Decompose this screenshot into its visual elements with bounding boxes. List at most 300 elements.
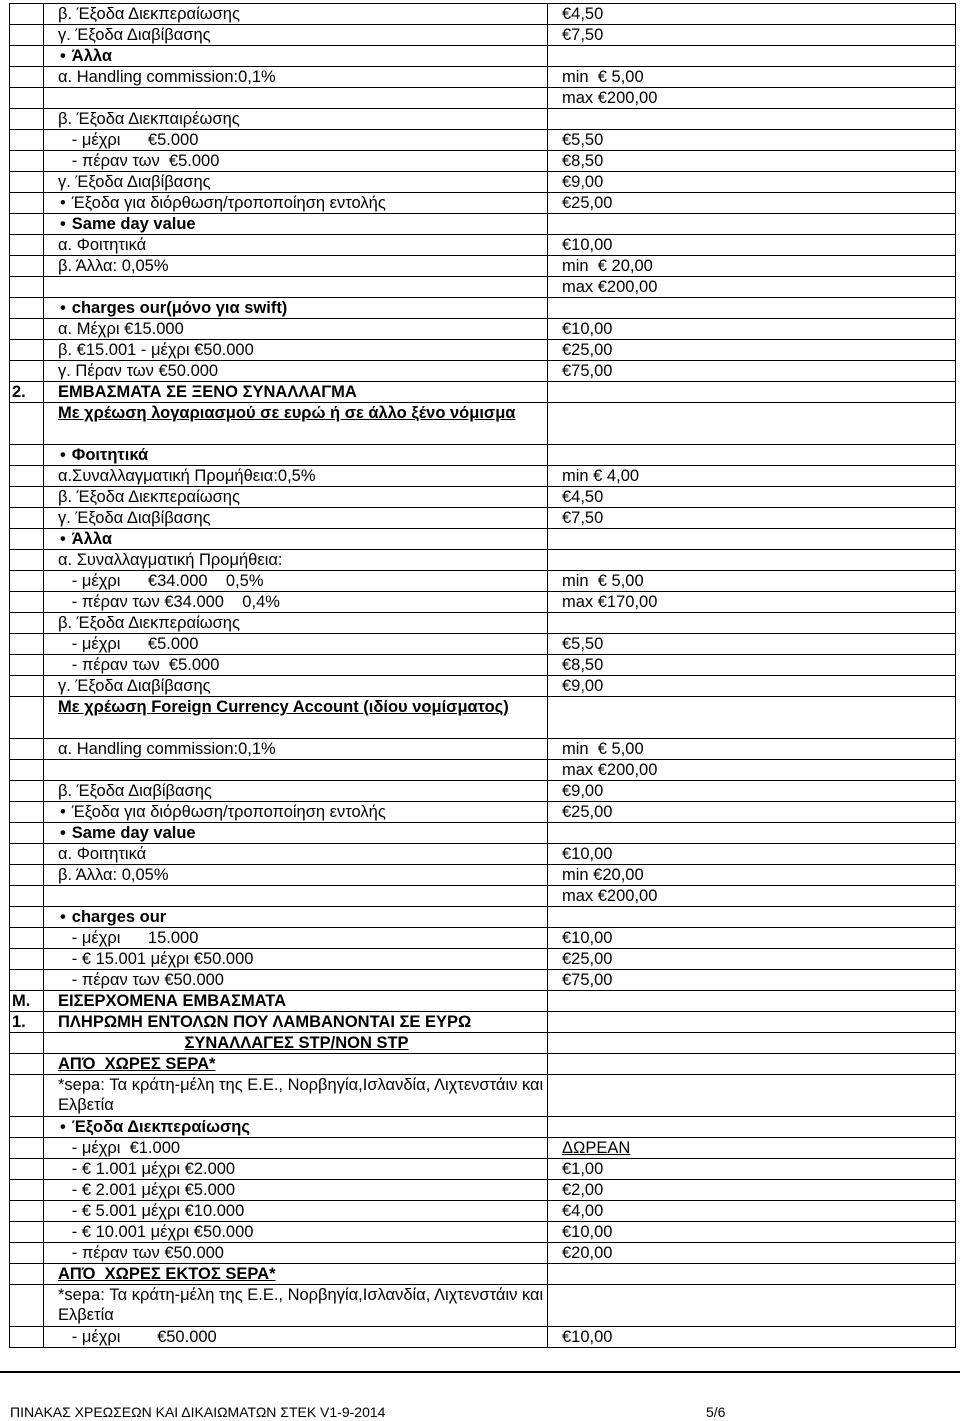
row-number [10, 1033, 44, 1054]
row-description [44, 886, 548, 907]
row-number [10, 487, 44, 508]
row-amount [548, 298, 956, 319]
row-description [44, 130, 548, 151]
description-text: β. Έξοδα Διαβίβασης [58, 782, 212, 800]
row-description [44, 361, 548, 382]
row-description [44, 760, 548, 781]
table-row [10, 1327, 956, 1348]
table-row [10, 109, 956, 130]
row-description [44, 1285, 548, 1327]
row-description [44, 802, 548, 823]
row-number [10, 298, 44, 319]
row-description [44, 1054, 548, 1075]
row-description [44, 1222, 548, 1243]
row-number [10, 655, 44, 676]
row-number [10, 886, 44, 907]
row-description [44, 256, 548, 277]
row-amount [548, 1117, 956, 1138]
table-row [10, 928, 956, 949]
row-description [44, 1243, 548, 1264]
description-text: ΕΙΣΕΡΧΟΜΕΝΑ ΕΜΒΑΣΜΑΤΑ [58, 992, 287, 1010]
description-text: - μέχρι 15.000 [58, 929, 199, 947]
row-description [44, 655, 548, 676]
row-number [10, 907, 44, 928]
page-number: 5/6 [706, 1404, 726, 1420]
description-text: γ. Πέραν των €50.000 [58, 362, 219, 380]
row-amount: €75,00 [548, 970, 956, 991]
table-row [10, 739, 956, 760]
row-number [10, 277, 44, 298]
table-row [10, 613, 956, 634]
row-amount: max €200,00 [548, 277, 956, 298]
row-amount: €10,00 [548, 235, 956, 256]
table-row [10, 760, 956, 781]
row-amount: max €200,00 [548, 760, 956, 781]
table-row [10, 571, 956, 592]
row-amount [548, 445, 956, 466]
table-row [10, 550, 956, 571]
footer-title: ΠΙΝΑΚΑΣ ΧΡΕΩΣΕΩΝ ΚΑΙ ΔΙΚΑΙΩΜΑΤΩΝ ΣΤΕΚ V1-9-2014 [10, 1404, 386, 1420]
row-amount [548, 1033, 956, 1054]
table-row [10, 1180, 956, 1201]
description-text: - μέχρι €50.000 [58, 1328, 217, 1346]
table-row [10, 697, 956, 739]
description-text: ΠΛΗΡΩΜΗ ΕΝΤΟΛΩΝ ΠΟΥ ΛΑΜΒΑΝΟΝΤΑΙ ΣΕ ΕΥΡΩ [58, 1013, 472, 1031]
row-description [44, 172, 548, 193]
table-row [10, 865, 956, 886]
row-amount: €5,50 [548, 130, 956, 151]
table-row [10, 1117, 956, 1138]
row-number [10, 67, 44, 88]
row-description [44, 844, 548, 865]
row-number [10, 1159, 44, 1180]
description-text: • Φοιτητικά [60, 446, 148, 464]
description-text: α. Συναλλαγματική Προμήθεια: [58, 551, 283, 569]
description-text: β. Άλλα: 0,05% [58, 866, 169, 884]
row-amount: €4,50 [548, 4, 956, 25]
row-number [10, 844, 44, 865]
row-amount: min € 20,00 [548, 256, 956, 277]
row-description [44, 1138, 548, 1159]
row-description [44, 823, 548, 844]
row-number [10, 214, 44, 235]
description-text: • Same day value [60, 215, 196, 233]
row-number [10, 949, 44, 970]
row-description [44, 214, 548, 235]
description-text: - πέραν των €5.000 [58, 152, 220, 170]
row-number [10, 235, 44, 256]
row-amount: max €200,00 [548, 886, 956, 907]
row-amount [548, 382, 956, 403]
row-amount [548, 403, 956, 445]
row-description [44, 1033, 548, 1054]
row-number [10, 1138, 44, 1159]
row-number [10, 529, 44, 550]
row-description [44, 151, 548, 172]
table-row [10, 235, 956, 256]
description-text: • charges our [60, 908, 166, 926]
row-description [44, 277, 548, 298]
row-description [44, 529, 548, 550]
description-text: - πέραν των €34.000 0,4% [58, 593, 280, 611]
table-row [10, 298, 956, 319]
row-amount [548, 991, 956, 1012]
row-description [44, 865, 548, 886]
row-number [10, 697, 44, 739]
footer-divider [0, 1371, 960, 1373]
row-description [44, 1327, 548, 1348]
description-text: • Έξοδα Διεκπεραίωσης [60, 1118, 250, 1136]
row-number [10, 340, 44, 361]
row-number [10, 130, 44, 151]
row-amount: €9,00 [548, 781, 956, 802]
description-text: β. Έξοδα Διεκπεραίωσης [58, 488, 240, 506]
description-text: - € 1.001 μέχρι €2.000 [58, 1160, 236, 1178]
row-number [10, 550, 44, 571]
row-number [10, 823, 44, 844]
row-amount [548, 550, 956, 571]
table-row [10, 781, 956, 802]
row-amount: max €170,00 [548, 592, 956, 613]
row-number: Μ. [10, 991, 44, 1012]
row-number [10, 1222, 44, 1243]
table-row [10, 655, 956, 676]
description-text: - μέχρι €34.000 0,5% [58, 572, 264, 590]
table-row [10, 25, 956, 46]
table-row [10, 1159, 956, 1180]
description-text: γ. Έξοδα Διαβίβασης [58, 677, 211, 695]
row-description [44, 739, 548, 760]
row-number [10, 928, 44, 949]
row-number [10, 634, 44, 655]
table-row [10, 445, 956, 466]
row-description [44, 991, 548, 1012]
description-text: α. Φοιτητικά [58, 236, 147, 254]
row-description [44, 193, 548, 214]
row-description [44, 25, 548, 46]
table-row [10, 1285, 956, 1327]
row-number [10, 1327, 44, 1348]
row-amount: €75,00 [548, 361, 956, 382]
row-number [10, 760, 44, 781]
row-number [10, 361, 44, 382]
table-row [10, 1264, 956, 1285]
description-text: • Άλλα [60, 530, 112, 548]
row-amount: min € 5,00 [548, 739, 956, 760]
description-text: - πέραν των €50.000 [58, 1244, 224, 1262]
description-text: α. Handling commission:0,1% [58, 740, 276, 758]
table-row [10, 1075, 956, 1117]
row-number [10, 1180, 44, 1201]
row-description [44, 592, 548, 613]
row-description [44, 1075, 548, 1117]
row-description [44, 235, 548, 256]
row-description [44, 487, 548, 508]
row-amount: €8,50 [548, 655, 956, 676]
row-amount [548, 1012, 956, 1033]
row-amount: €25,00 [548, 949, 956, 970]
description-text: - € 10.001 μέχρι €50.000 [58, 1223, 254, 1241]
row-number [10, 25, 44, 46]
description-text: α.Συναλλαγματική Προμήθεια:0,5% [58, 467, 316, 485]
row-number [10, 88, 44, 109]
row-amount [548, 613, 956, 634]
row-amount: €10,00 [548, 1327, 956, 1348]
row-amount: €4,50 [548, 487, 956, 508]
row-amount: €9,00 [548, 172, 956, 193]
table-row [10, 1201, 956, 1222]
row-amount: min € 5,00 [548, 67, 956, 88]
row-number [10, 865, 44, 886]
row-number [10, 4, 44, 25]
table-row [10, 802, 956, 823]
description-text: ΣΥΝΑΛΛΑΓΕΣ STP/NON STP [184, 1034, 409, 1052]
row-description [44, 970, 548, 991]
row-number: 1. [10, 1012, 44, 1033]
description-text: γ. Έξοδα Διαβίβασης [58, 26, 211, 44]
description-text: - € 2.001 μέχρι €5.000 [58, 1181, 236, 1199]
table-row [10, 1012, 956, 1033]
row-description [44, 1159, 548, 1180]
table-row [10, 172, 956, 193]
row-amount: €5,50 [548, 634, 956, 655]
row-description [44, 676, 548, 697]
row-amount: max €200,00 [548, 88, 956, 109]
row-amount [548, 907, 956, 928]
row-description [44, 298, 548, 319]
row-amount: ΔΩΡΕΑΝ [548, 1138, 956, 1159]
description-text: *sepa: Τα κράτη-μέλη της Ε.Ε., Νορβηγία,Ισλανδία, Λιχτενστάιν και Ελβετία [58, 1076, 544, 1114]
row-description [44, 340, 548, 361]
row-number [10, 445, 44, 466]
table-row [10, 1222, 956, 1243]
row-number [10, 1285, 44, 1327]
row-amount: €10,00 [548, 319, 956, 340]
row-amount [548, 1054, 956, 1075]
row-description [44, 907, 548, 928]
row-amount: €20,00 [548, 1243, 956, 1264]
row-description [44, 88, 548, 109]
row-number [10, 1264, 44, 1285]
row-description [44, 1117, 548, 1138]
table-row [10, 970, 956, 991]
row-amount [548, 1264, 956, 1285]
row-amount: €10,00 [548, 1222, 956, 1243]
description-text: Με χρέωση Foreign Currency Account (ιδίου νομίσματος) [58, 698, 509, 716]
table-row [10, 529, 956, 550]
row-number [10, 613, 44, 634]
row-amount [548, 1075, 956, 1117]
description-text: β. Έξοδα Διεκπαιρέωσης [58, 110, 240, 128]
table-row [10, 487, 956, 508]
row-number [10, 592, 44, 613]
row-number [10, 1075, 44, 1117]
row-description [44, 319, 548, 340]
description-text: - πέραν των €5.000 [58, 656, 220, 674]
row-number [10, 508, 44, 529]
table-row [10, 1138, 956, 1159]
row-number [10, 571, 44, 592]
table-row [10, 403, 956, 445]
description-text: • Έξοδα για διόρθωση/τροποποίηση εντολής [60, 194, 386, 212]
row-number [10, 319, 44, 340]
row-amount [548, 109, 956, 130]
row-description [44, 466, 548, 487]
description-text: • charges our(μόνο για swift) [60, 299, 287, 317]
description-text: - μέχρι €5.000 [58, 635, 199, 653]
table-row [10, 991, 956, 1012]
row-number [10, 46, 44, 67]
description-text: Με χρέωση λογαριασμού σε ευρώ ή σε άλλο ξένο νόμισμα [58, 404, 516, 422]
table-row [10, 886, 956, 907]
row-number [10, 1243, 44, 1264]
row-amount: €8,50 [548, 151, 956, 172]
row-description [44, 1012, 548, 1033]
row-description [44, 949, 548, 970]
description-text: • Άλλα [60, 47, 112, 65]
table-row [10, 277, 956, 298]
row-amount: €7,50 [548, 25, 956, 46]
row-description [44, 928, 548, 949]
description-text: • Έξοδα για διόρθωση/τροποποίηση εντολής [60, 803, 386, 821]
table-row [10, 949, 956, 970]
row-number: 2. [10, 382, 44, 403]
table-row [10, 193, 956, 214]
table-row [10, 382, 956, 403]
table-row [10, 1033, 956, 1054]
table-row [10, 130, 956, 151]
row-number [10, 1054, 44, 1075]
table-row [10, 88, 956, 109]
table-row [10, 340, 956, 361]
row-number [10, 781, 44, 802]
description-text: α. Φοιτητικά [58, 845, 147, 863]
description-text: - πέραν των €50.000 [58, 971, 224, 989]
row-amount: €10,00 [548, 844, 956, 865]
table-row [10, 214, 956, 235]
row-description [44, 613, 548, 634]
description-text: γ. Έξοδα Διαβίβασης [58, 509, 211, 527]
row-description [44, 403, 548, 445]
row-description [44, 67, 548, 88]
row-description [44, 1201, 548, 1222]
description-text: - € 15.001 μέχρι €50.000 [58, 950, 254, 968]
row-amount: min €20,00 [548, 865, 956, 886]
table-row [10, 466, 956, 487]
row-number [10, 172, 44, 193]
description-text: *sepa: Τα κράτη-μέλη της Ε.Ε., Νορβηγία,Ισλανδία, Λιχτενστάιν και Ελβετία [58, 1286, 544, 1324]
row-number [10, 109, 44, 130]
description-text: - μέχρι €1.000 [58, 1139, 181, 1157]
row-amount: €25,00 [548, 802, 956, 823]
table-row [10, 4, 956, 25]
fees-table [9, 3, 956, 1348]
row-description [44, 4, 548, 25]
table-row [10, 319, 956, 340]
table-row [10, 592, 956, 613]
table-row [10, 46, 956, 67]
row-description [44, 1264, 548, 1285]
row-number [10, 1117, 44, 1138]
description-text: ΕΜΒΑΣΜΑΤΑ ΣΕ ΞΕΝΟ ΣΥΝΑΛΛΑΓΜΑ [58, 383, 357, 401]
row-number [10, 466, 44, 487]
description-text: ΑΠΌ ΧΩΡΕΣ ΕΚΤΟΣ SEPA* [58, 1265, 276, 1283]
table-row [10, 67, 956, 88]
row-number [10, 970, 44, 991]
row-description [44, 109, 548, 130]
table-row [10, 907, 956, 928]
description-text: - € 5.001 μέχρι €10.000 [58, 1202, 245, 1220]
description-text: α. Handling commission:0,1% [58, 68, 276, 86]
table-row [10, 151, 956, 172]
row-description [44, 445, 548, 466]
row-number [10, 739, 44, 760]
row-amount: €9,00 [548, 676, 956, 697]
row-description [44, 634, 548, 655]
row-amount: €25,00 [548, 340, 956, 361]
table-row [10, 1243, 956, 1264]
row-amount [548, 823, 956, 844]
table-row [10, 634, 956, 655]
row-number [10, 676, 44, 697]
row-amount: €7,50 [548, 508, 956, 529]
description-text: β. Έξοδα Διεκπεραίωσης [58, 5, 240, 23]
table-row [10, 1054, 956, 1075]
description-text: γ. Έξοδα Διαβίβασης [58, 173, 211, 191]
table-row [10, 256, 956, 277]
table-row [10, 361, 956, 382]
row-amount [548, 1285, 956, 1327]
row-description [44, 46, 548, 67]
description-text: β. €15.001 - μέχρι €50.000 [58, 341, 254, 359]
row-amount: €4,00 [548, 1201, 956, 1222]
description-text: ΑΠΌ ΧΩΡΕΣ SEPA* [58, 1055, 216, 1073]
description-text: • Same day value [60, 824, 196, 842]
row-description [44, 550, 548, 571]
row-description [44, 571, 548, 592]
row-number [10, 802, 44, 823]
description-text: α. Μέχρι €15.000 [58, 320, 184, 338]
table-row [10, 676, 956, 697]
row-description [44, 1180, 548, 1201]
table-row [10, 823, 956, 844]
row-amount [548, 697, 956, 739]
row-number [10, 151, 44, 172]
table-row [10, 508, 956, 529]
row-description [44, 781, 548, 802]
row-number [10, 256, 44, 277]
row-amount: €1,00 [548, 1159, 956, 1180]
row-description [44, 508, 548, 529]
row-number [10, 193, 44, 214]
row-number [10, 1201, 44, 1222]
row-amount [548, 46, 956, 67]
description-text: - μέχρι €5.000 [58, 131, 199, 149]
row-description [44, 697, 548, 739]
row-amount: €2,00 [548, 1180, 956, 1201]
row-amount [548, 529, 956, 550]
row-description [44, 382, 548, 403]
row-amount: min € 5,00 [548, 571, 956, 592]
row-number [10, 403, 44, 445]
description-text: β. Έξοδα Διεκπεραίωσης [58, 614, 240, 632]
row-amount [548, 214, 956, 235]
row-amount: €25,00 [548, 193, 956, 214]
row-amount: min € 4,00 [548, 466, 956, 487]
table-row [10, 844, 956, 865]
description-text: β. Άλλα: 0,05% [58, 257, 169, 275]
row-amount: €10,00 [548, 928, 956, 949]
